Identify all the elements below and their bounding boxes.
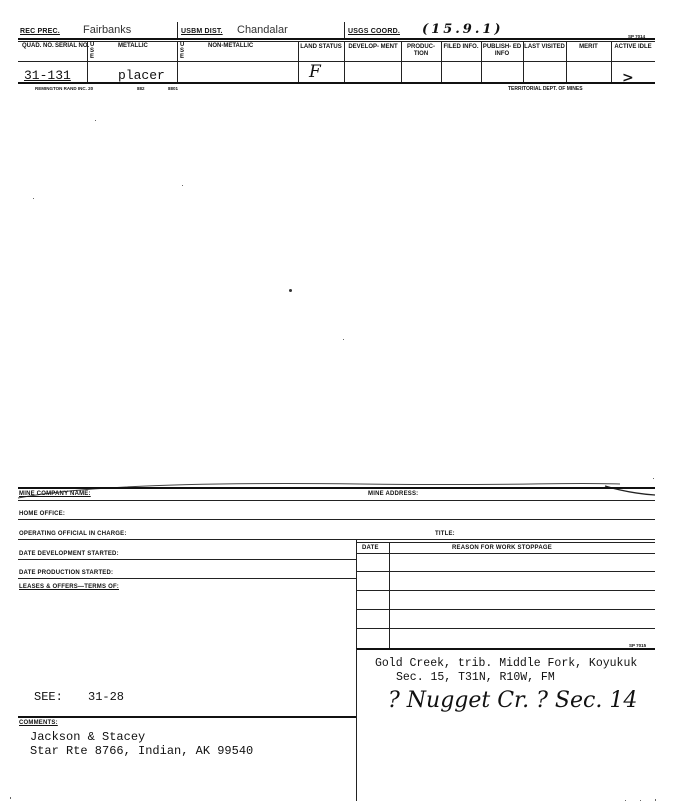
col-development: DEVELOP- MENT: [348, 44, 398, 50]
col-use-nonmetallic: U S E: [180, 42, 185, 60]
usgs-coord-value: (15.9.1): [422, 22, 504, 37]
date-col-header: DATE: [362, 545, 379, 551]
date-dev-started-label: DATE DEVELOPMENT STARTED:: [19, 551, 119, 557]
title-label: TITLE:: [435, 531, 455, 537]
col-active-idle: ACTIVE IDLE: [614, 44, 652, 50]
form-number-top: SP 7014: [628, 34, 646, 39]
card-edge: [0, 478, 678, 502]
home-office-label: HOME OFFICE:: [19, 511, 66, 517]
comment-line-1: Jackson & Stacey: [30, 730, 146, 744]
col-serial-no: SERIAL NO.: [55, 43, 90, 49]
handwritten-note: ? Nugget Cr. ? Sec. 14: [388, 688, 638, 713]
form-number-bottom: SP 7015: [629, 643, 647, 648]
see-label: SEE:: [34, 690, 63, 704]
col-metallic: METALLIC: [118, 43, 148, 49]
record-metallic: placer: [118, 68, 165, 83]
col-published-info: PUBLISH- ED INFO: [482, 44, 522, 57]
usbm-dist-value: Chandalar: [237, 24, 288, 36]
operating-official-label: OPERATING OFFICIAL IN CHARGE:: [19, 531, 127, 537]
col-non-metallic: NON-METALLIC: [208, 43, 254, 49]
printer-code-1: 882: [137, 86, 145, 91]
rec-prec-label: REC PREC.: [20, 28, 60, 35]
reason-col-header: REASON FOR WORK STOPPAGE: [452, 545, 552, 551]
record-quad-serial: 31-131: [24, 68, 71, 83]
printer-code-2: 8801: [168, 86, 179, 91]
usbm-dist-label: USBM DIST.: [181, 28, 223, 35]
location-line-1: Gold Creek, trib. Middle Fork, Koyukuk: [375, 657, 638, 670]
col-use-metallic: U S E: [90, 42, 95, 60]
mine-company-name-label: MINE COMPANY NAME:: [19, 491, 91, 497]
record-active-idle-mark: >: [622, 70, 634, 86]
comment-line-2: Star Rte 8766, Indian, AK 99540: [30, 744, 254, 758]
comments-label: COMMENTS:: [19, 720, 58, 726]
rec-prec-value: Fairbanks: [83, 24, 132, 36]
col-land-status: LAND STATUS: [300, 44, 342, 50]
location-line-2: Sec. 15, T31N, R10W, FM: [396, 671, 555, 684]
mine-address-label: MINE ADDRESS:: [368, 491, 419, 497]
printer-imprint: REMINGTON RAND INC. 20: [35, 86, 94, 91]
leases-label: LEASES & OFFERS—TERMS OF:: [19, 584, 120, 590]
col-filed-info: FILED INFO.: [443, 44, 479, 50]
territorial-dept: TERRITORIAL DEPT. OF MINES: [508, 86, 583, 92]
date-prod-started-label: DATE PRODUCTION STARTED:: [19, 570, 114, 576]
col-merit: MERIT: [579, 44, 598, 50]
see-value: 31-28: [88, 690, 125, 704]
col-quad-no: QUAD. NO.: [22, 43, 54, 49]
usgs-coord-label: USGS COORD.: [348, 28, 400, 35]
col-production: PRODUC- TION: [407, 44, 435, 57]
col-last-visited: LAST VISITED: [524, 44, 565, 50]
record-land-status-mark: F: [309, 62, 321, 82]
